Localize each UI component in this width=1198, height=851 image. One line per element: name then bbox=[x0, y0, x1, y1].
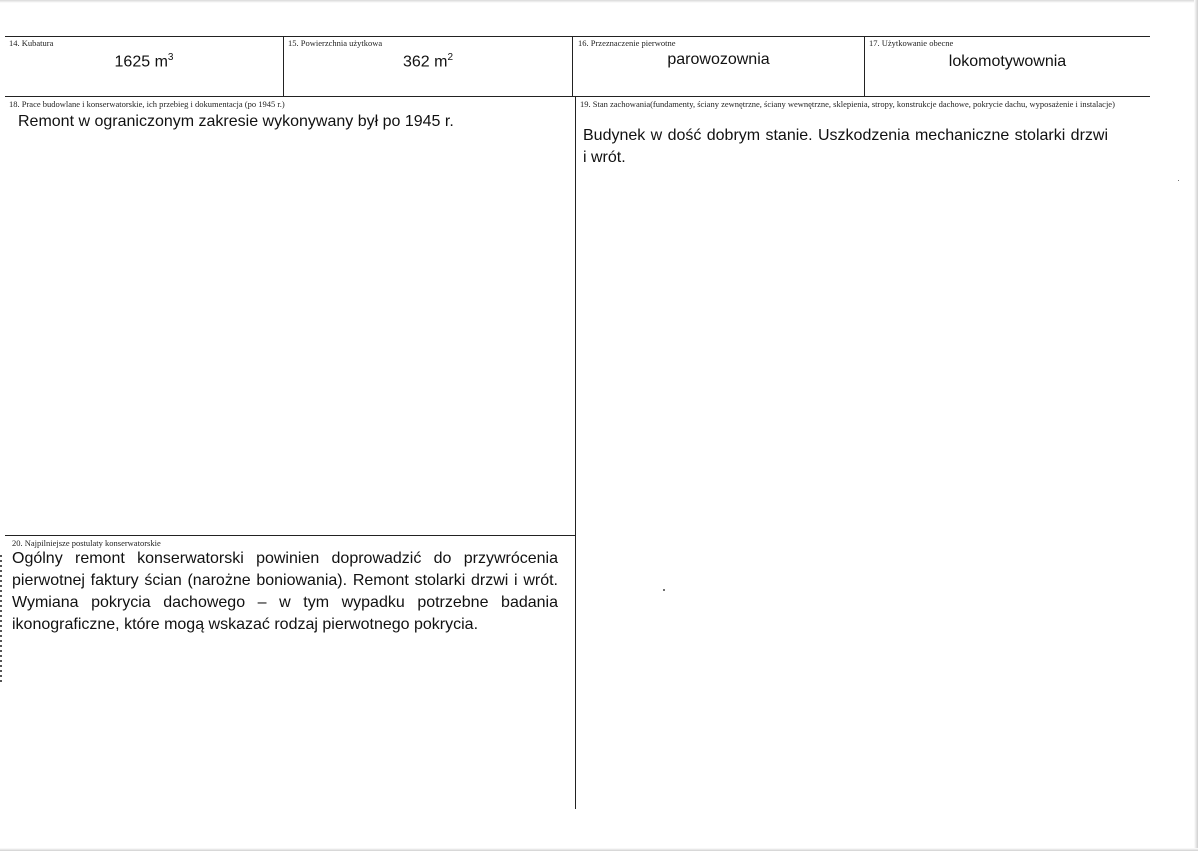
kubatura-unit: m bbox=[154, 53, 168, 71]
stan-text: Budynek w dość dobrym stanie. Uszkodzenia mechaniczne stolarki drzwi i wrót. bbox=[583, 127, 1108, 166]
powierzchnia-unit: m bbox=[434, 53, 448, 71]
scan-margin-dots bbox=[0, 555, 2, 685]
kubatura-value bbox=[5, 52, 283, 71]
kubatura-label: 14. Kubatura bbox=[9, 38, 54, 48]
powierzchnia-label: 15. Powierzchnia użytkowa bbox=[288, 38, 383, 48]
form-top-rule bbox=[5, 36, 1150, 37]
scan-edge-top bbox=[0, 0, 1198, 3]
prace-label: 18. Prace budowlane i konserwatorskie, ich przebieg i dokumentacja (po 1945 r.) bbox=[9, 99, 285, 109]
powierzchnia-number: 362 bbox=[402, 53, 430, 71]
kubatura-exponent: 3 bbox=[167, 52, 174, 63]
przeznaczenie-label: 16. Przeznaczenie pierwotne bbox=[578, 38, 676, 48]
stan-label: 19. Stan zachowania(fundamenty, ściany zewnętrzne, ściany wewnętrzne, sklepienia, stropy, konstrukcje dachowe, pokrycie dachu, wyposażenie i instalacje) bbox=[580, 99, 1115, 109]
powierzchnia-exponent: 2 bbox=[447, 52, 454, 63]
form-column-divider bbox=[575, 96, 576, 809]
powierzchnia-value bbox=[284, 52, 572, 71]
prace-text: Remont w ograniczonym zakresie wykonywany był po 1945 r. bbox=[18, 113, 454, 130]
kubatura-number: 1625 bbox=[114, 53, 151, 71]
postulaty-text: Ogólny remont konserwatorski powinien doprowadzić do przywrócenia pierwotnej faktury ścian (narożne boniowania). Remont stolarki drzwi i wrót. Wymiana pokrycia dachowego – w tym wypadku potrzebne badania ikonograficzne, które mogą wskazać rodzaj pierwotnego pokrycia. bbox=[12, 550, 558, 633]
form-left-column-divider bbox=[5, 535, 576, 536]
form-row-divider bbox=[5, 96, 1150, 97]
uzytkowanie-value: lokomotywownia bbox=[948, 53, 1067, 70]
uzytkowanie-label: 17. Użytkowanie obecne bbox=[869, 38, 954, 48]
przeznaczenie-value: parowozownia bbox=[667, 51, 770, 68]
postulaty-label: 20. Najpilniejsze postulaty konserwatorskie bbox=[12, 538, 161, 548]
scan-speck bbox=[663, 589, 665, 591]
scan-edge-right bbox=[1194, 0, 1198, 851]
scan-speck bbox=[1178, 180, 1179, 181]
